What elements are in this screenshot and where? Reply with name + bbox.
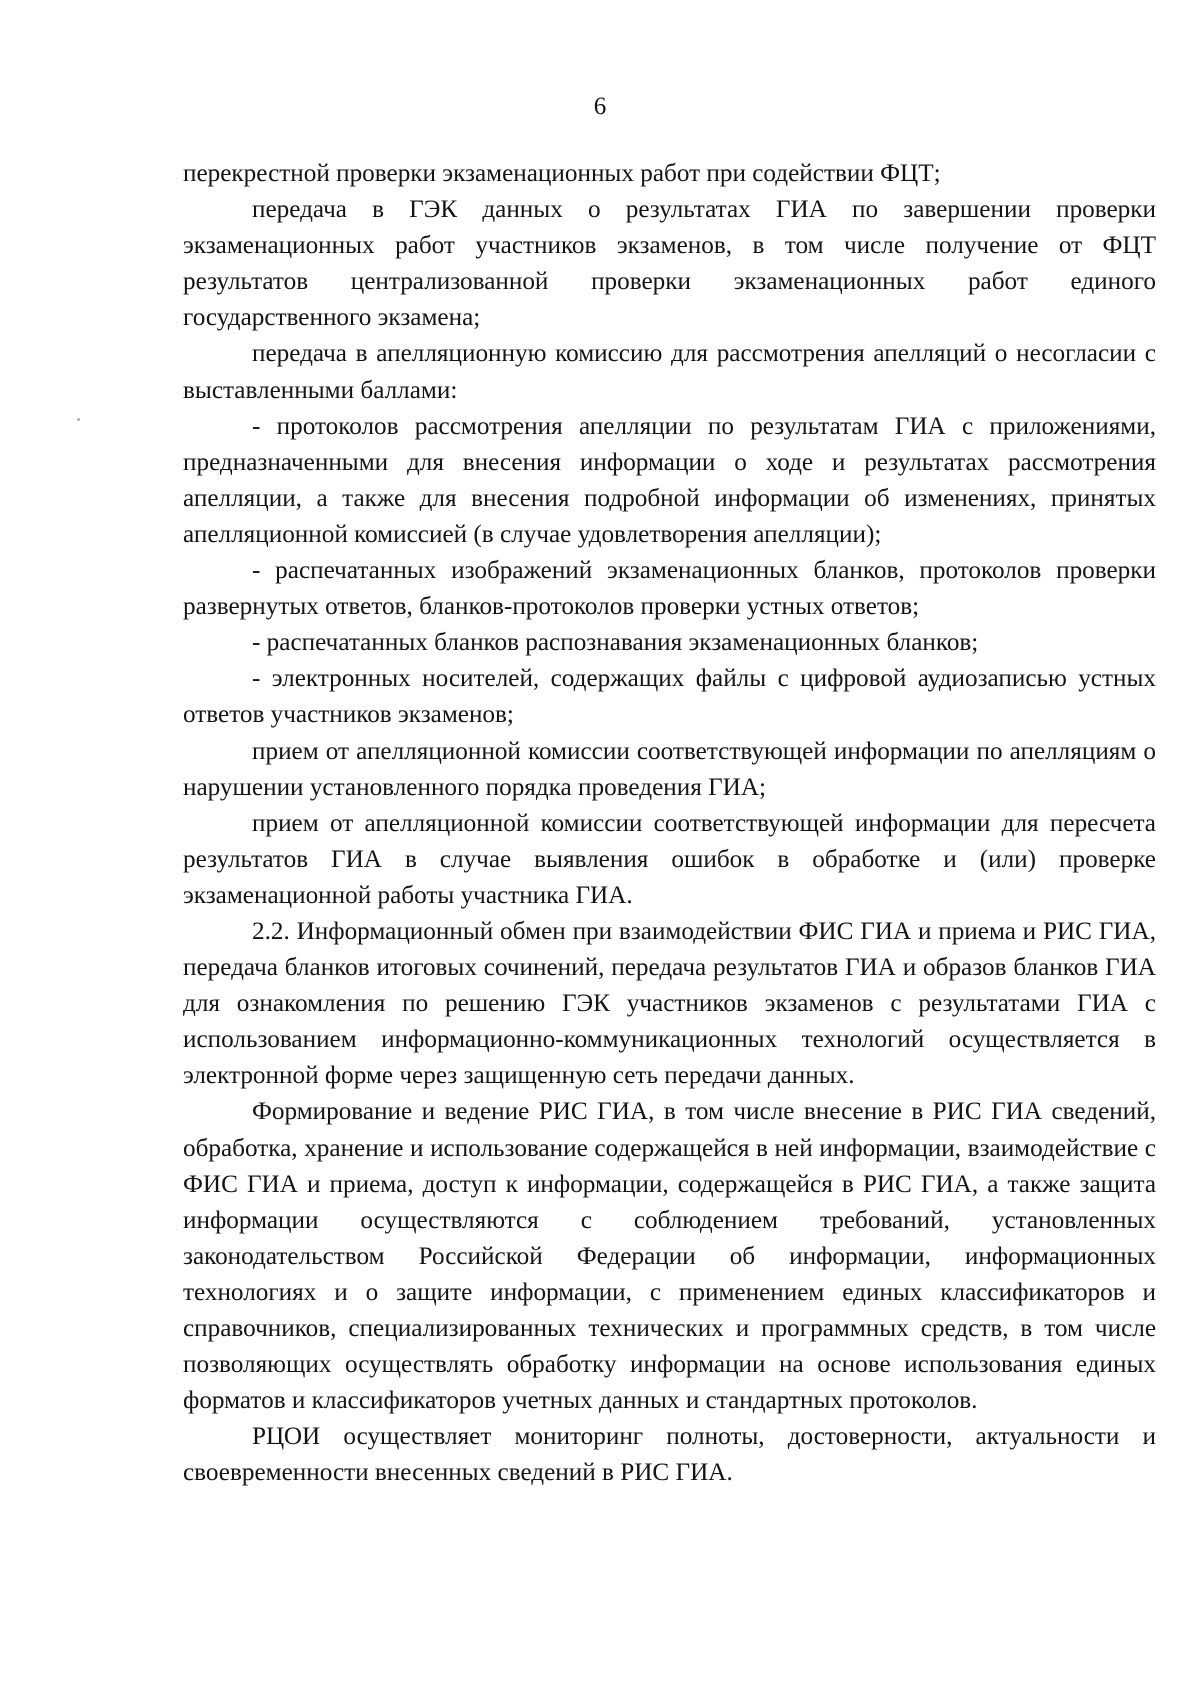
list-item-electronic-media: - электронных носителей, содержащих файлы с цифровой аудиозаписью устных ответов участников экзаменов; (183, 665, 1156, 729)
paragraph-receive-violations: прием от апелляционной комиссии соответствующей информации по апелляциям о нарушении установленного порядка проведения ГИА; (183, 737, 1156, 801)
paragraph-ris-formation: Формирование и ведение РИС ГИА, в том числе внесение в РИС ГИА сведений, обработка, хранение и использование содержащейся в ней информации, взаимодействие с ФИС ГИА и приема, доступ к информации, содержащейся в РИС ГИА, а также защита информации осуществляются с соблюдением требований, установленных законодательством Российской Федерации об информации, информационных технологиях и о защите информации, с применением единых классификаторов и справочников, специализированных технических и программных средств, в том числе позволяющих осуществлять обработку информации на основе использования единых форматов и классификаторов учетных данных и стандартных протоколов. (183, 1098, 1156, 1415)
paragraph-cross-check: перекрестной проверки экзаменационных работ при содействии ФЦТ; (183, 160, 941, 187)
list-item-printed-recognition-forms: - распечатанных бланков распознавания экзаменационных бланков; (252, 629, 979, 657)
document-body (183, 156, 1156, 1491)
paragraph-appeal-commission: передача в апелляционную комиссию для рассмотрения апелляций о несогласии с выставленными баллами: (183, 340, 1156, 404)
page-number: 6 (593, 93, 607, 120)
paragraph-gek-transfer: передача в ГЭК данных о результатах ГИА по завершении проверки экзаменационных работ участников экзаменов, в том числе получение от ФЦТ результатов централизованной проверки экзаменационных работ единого государственного экзамена; (183, 196, 1156, 332)
scan-dot (77, 418, 80, 421)
paragraph-section-2-2: 2.2. Информационный обмен при взаимодействии ФИС ГИА и приема и РИС ГИА, передача бланков итоговых сочинений, передача результатов ГИА и образов бланков ГИА для ознакомления по решению ГЭК участников экзаменов с результатами ГИА с использованием информационно-коммуникационных технологий осуществляется в электронной форме через защищенную сеть передачи данных. (183, 917, 1156, 1090)
list-item-printed-images: - распечатанных изображений экзаменационных бланков, протоколов проверки развернутых ответов, бланков-протоколов проверки устных ответов; (183, 557, 1156, 621)
paragraph-receive-recount: прием от апелляционной комиссии соответствующей информации для пересчета результатов ГИА в случае выявления ошибок в обработке и (или) проверке экзаменационной работы участника ГИА. (183, 809, 1156, 909)
list-item-protocols: - протоколов рассмотрения апелляции по результатам ГИА с приложениями, предназначенными для внесения информации о ходе и результатах рассмотрения апелляции, а также для внесения подробной информации об изменениях, принятых апелляционной комиссией (в случае удовлетворения апелляции); (183, 412, 1156, 548)
paragraph-rcoi-monitoring: РЦОИ осуществляет мониторинг полноты, достоверности, актуальности и своевременности внесенных сведений в РИС ГИА. (183, 1423, 1156, 1487)
